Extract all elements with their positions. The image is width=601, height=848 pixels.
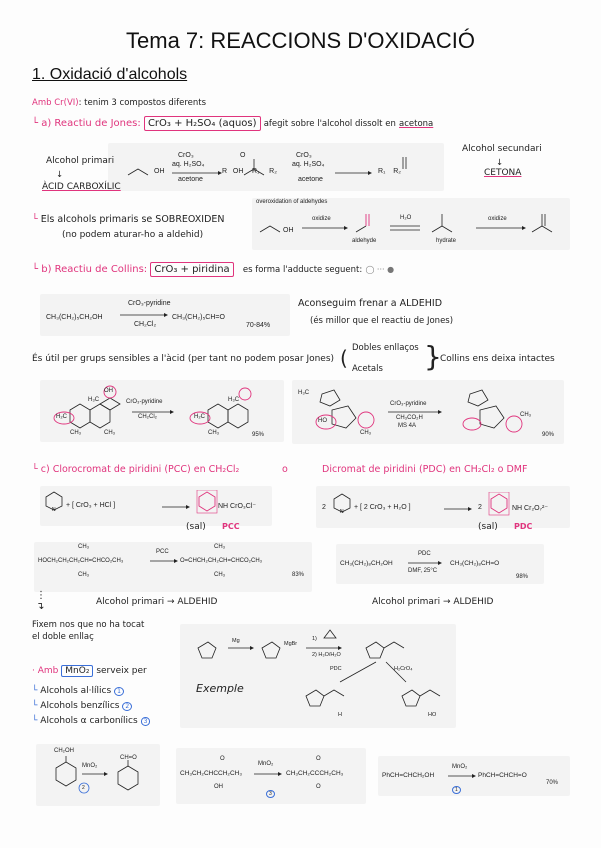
pcc-ex-note: Alcohol primari → ALDEHID	[96, 597, 218, 607]
bottom-ex2-reagent: MnO₂	[258, 761, 274, 767]
overox-oh: OH	[283, 227, 294, 234]
crvi-lead: Amb Cr(VI)	[32, 98, 79, 108]
collins-rest: es forma l'adducte seguent:	[242, 265, 363, 275]
collins-note1: Aconseguim frenar a ALDEHID	[298, 298, 443, 309]
mno2-item-label: Alcohols α carbonílics	[40, 716, 138, 726]
jones-sec-r: R₁ R₂	[252, 168, 277, 175]
steroid-ch3a: CH₃	[70, 430, 82, 436]
bottom-ex1-top: CH₂OH	[54, 748, 74, 754]
steroid-h3c-prod: H₃C	[228, 397, 240, 403]
bottom-ex2-oh: OH	[214, 784, 223, 790]
pcc-eq: + [ CrO₃ + HCl ]	[66, 502, 116, 509]
pyridinium-icon-2	[488, 492, 510, 516]
collins-line: └ b) Reactiu de Collins: CrO₃ + piridina es forma l'adducte seguent: ◯ ··· ●	[32, 264, 395, 275]
collins-box: CrO₃ + piridina	[150, 262, 233, 277]
pdc-ex-yield: 98%	[516, 574, 529, 580]
jones-reagent2: aq. H₂SO₄	[172, 161, 205, 168]
jones-primary-arrow: ↓	[56, 170, 64, 180]
sugar-extra: MS 4A	[398, 423, 417, 429]
mno2-rest: serveix per	[96, 666, 147, 676]
overox-note: └ Els alcohols primaris se SOBREOXIDEN	[32, 214, 225, 225]
dotted-arrow: ⋮ ↴	[36, 590, 46, 612]
bottom-ex2-o2: O	[316, 756, 321, 762]
steroid-solvent: CH₂Cl₂	[138, 414, 157, 420]
jones-line: └ a) Reactiu de Jones: CrO₃ + H₂SO₄ (aquos) afegit sobre l'alcohol dissolt en acetona	[32, 118, 434, 129]
page-title: Tema 7: REACCIONS D'OXIDACIÓ	[126, 28, 475, 53]
sugar-h3c: H₃C	[298, 390, 310, 396]
bottom-ex3-num: 1	[452, 786, 461, 794]
grignard-step2: 2) H₃O/H₂O	[312, 652, 341, 658]
jones-acid-o: O	[240, 152, 246, 159]
bottom-ex3-reagent: MnO₂	[452, 764, 468, 770]
pyridine-icon	[44, 490, 64, 512]
acid-brace-left: (	[340, 346, 348, 370]
jones-sec-reagent1: CrO₃	[296, 152, 312, 159]
jones-secondary-note: Alcohol secundari	[462, 144, 542, 154]
collins-product: CH₃(CH₂)₅CH=O	[172, 314, 225, 321]
pdc-num: 2	[322, 504, 326, 511]
sugar-reagent: CrO₃-pyridine	[390, 401, 427, 407]
double-bond-note1: Fixem nos que no ha tocat	[32, 620, 145, 630]
pcc-ex-product: O=CHCH₂CH₂CH=CHCO₂CH₃	[180, 558, 263, 564]
collins-adduct: ◯ ··· ●	[365, 265, 395, 274]
pdc-ex-arrow	[408, 560, 444, 566]
bottom-ex3-reactant: PhCH=CHCH₂OH	[382, 772, 435, 779]
sugar-ch3-prod: CH₃	[520, 412, 532, 418]
pcc-ex-methyl1: CH₃	[78, 544, 90, 550]
jones-label: a) Reactiu de Jones:	[41, 118, 141, 129]
jones-sec-reagent3: acetone	[298, 176, 323, 183]
overox-svg	[252, 198, 570, 250]
overox-line2: (no podem aturar-ho a aldehid)	[62, 230, 204, 240]
sugar-ho: HO	[318, 418, 327, 424]
bottom-ex2-arrow	[254, 771, 284, 777]
acid-brace-right: }	[424, 340, 442, 373]
pdc-arrow	[444, 506, 474, 512]
grignard-ho: HO	[428, 712, 437, 718]
jones-ketone: R₁ R₂	[378, 168, 401, 175]
grignard-mgbr: MgBr	[284, 641, 298, 647]
steroid-ch3c: CH₃	[208, 430, 220, 436]
pcc-ex-arrow	[150, 558, 180, 564]
pcc-ex-methyl2: CH₃	[78, 572, 90, 578]
overox-hydrate: hydrate	[436, 238, 457, 244]
steroid-yield: 95%	[252, 432, 265, 438]
crvi-line	[32, 98, 206, 108]
jones-sec-reagent2: aq. H₂SO₄	[292, 161, 325, 168]
collins-arrow	[120, 312, 170, 318]
pcc-ex-reagent: PCC	[156, 549, 169, 555]
steroid-ch3b: CH₃	[104, 430, 116, 436]
overox-aldehyde: aldehyde	[352, 238, 377, 244]
mno2-item-label: Alcohols benzílics	[40, 701, 120, 711]
mno2-item-num: 1	[114, 687, 124, 696]
pcc-tag: PCC	[222, 522, 240, 531]
overox-oxidize2: oxidize	[488, 216, 507, 222]
steroid-h2c-prod: H₂C	[194, 414, 205, 420]
bottom-ex2-o: O	[220, 756, 225, 762]
collins-solvent: CH₂Cl₂	[134, 321, 157, 328]
grignard-step1: 1)	[312, 636, 317, 642]
pdc-ex-product: CH₃(CH₂)₈CH=O	[450, 560, 500, 567]
svg-text:N: N	[340, 509, 344, 514]
jones-box: CrO₃ + H₂SO₄ (aquos)	[144, 116, 261, 131]
jones-acid: R OH	[222, 168, 244, 175]
overox-caption: overoxidation of aldehydes	[256, 199, 328, 205]
jones-secondary-product: CETONA	[484, 168, 522, 178]
bottom-ex2-o3: O	[316, 784, 321, 790]
bottom-ex3-yield: 70%	[546, 780, 559, 786]
jones-secondary-arrow: ↓	[496, 158, 504, 168]
pdc-ex-reactant: CH₃(CH₂)₈CH₂OH	[340, 560, 393, 567]
pdc-product: NH Cr₂O₇²⁻	[512, 505, 549, 512]
grignard-mg: Mg	[232, 638, 240, 644]
pcc-product: NH CrO₃Cl⁻	[218, 503, 257, 510]
collins-yield: 70-84%	[246, 322, 271, 329]
double-bond-note2: el doble enllaç	[32, 632, 94, 642]
overox-line1: Els alcohols primaris se SOBREOXIDEN	[40, 214, 225, 225]
acid-sensitive-text: És útil per grups sensibles a l'àcid (per tant no podem posar Jones)	[32, 354, 335, 364]
mno2-reagent: MnO₂	[61, 665, 93, 677]
pcc-line: └ c) Clorocromat de piridini (PCC) en CH₂Cl₂	[32, 464, 240, 475]
grignard-pdc: PDC	[330, 666, 342, 672]
mno2-item-num: 3	[141, 717, 151, 726]
overox-water: H₂O	[400, 215, 412, 221]
bottom-ex1-num: 2	[82, 785, 85, 791]
sugar-ch3: CH₃	[360, 430, 372, 436]
pdc-label: Dicromat de piridini (PDC) en CH₂Cl₂ o DMF	[322, 464, 528, 475]
jones-primary-note: Alcohol primari	[46, 156, 115, 166]
acid-item2: Acetals	[352, 364, 383, 374]
pcc-sal: (sal)	[186, 522, 206, 532]
pcc-ex-reactant: HOCH₂CH₂CH₂CH=CHCO₂CH₃	[38, 558, 124, 564]
pdc-sal: (sal)	[478, 522, 498, 532]
pcc-label: c) Clorocromat de piridini (PCC) en CH₂Cl₂	[40, 464, 240, 475]
jones-reagent1: CrO₃	[178, 152, 194, 159]
collins-reagent: CrO₃-pyridine	[128, 300, 171, 307]
mno2-item-3: └ Alcohols α carbonílics 3	[32, 716, 150, 726]
pdc-ex-solvent: DMF, 25°C	[408, 568, 438, 574]
bottom-ex2-reactant: CH₃CH₂CHCCH₂CH₃	[180, 770, 242, 777]
pcc-ex-methyl3: CH₃	[214, 544, 226, 550]
bottom-ex3-product: PhCH=CHCH=O	[478, 772, 527, 779]
steroid-oh: OH	[104, 388, 113, 394]
bottom-ex1-product: CH=O	[120, 755, 137, 761]
jones-solvent: acetona	[399, 119, 434, 129]
sugar-solvent: CH₃CO₂H	[396, 415, 423, 421]
pdc-num2: 2	[478, 504, 482, 511]
pcc-ex-methyl4: CH₃	[214, 572, 226, 578]
section-heading	[32, 66, 187, 84]
sugar-yield: 90%	[542, 432, 555, 438]
pdc-ex-reagent: PDC	[418, 551, 431, 557]
steroid-h3c: H₃C	[88, 397, 100, 403]
steroid-reagent: CrO₃-pyridine	[126, 399, 163, 405]
jones-reagent3: acetone	[178, 176, 203, 183]
acid-item1: Dobles enllaços	[352, 343, 419, 353]
pdc-ex-note: Alcohol primari → ALDEHID	[372, 597, 494, 607]
jones-rest: afegit sobre l'alcohol dissolt en	[263, 119, 396, 129]
grignard-svg	[180, 624, 456, 728]
pdc-tag: PDC	[514, 522, 533, 531]
pyridine-icon-2	[332, 492, 352, 514]
pdc-eq: + [ 2 CrO₃ + H₂O ]	[354, 504, 411, 511]
jones-primary-product: ÀCID CARBOXÍLIC	[42, 182, 121, 192]
mno2-item-num: 2	[122, 702, 132, 711]
bottom-ex1-reagent: MnO₂	[82, 763, 98, 769]
svg-text:N: N	[52, 507, 56, 512]
pcc-example-panel	[34, 542, 312, 592]
acid-conclusion: Collins ens deixa intactes	[440, 354, 555, 364]
pcc-or: o	[282, 464, 288, 475]
grignard-h2cro4: H₂CrO₄	[394, 666, 413, 672]
jones-reaction-svg	[108, 143, 444, 191]
mno2-line: · Amb MnO₂ serveix per	[32, 666, 147, 676]
bottom-ex2-product: CH₃CH₂CCCH₂CH₃	[286, 770, 344, 777]
collins-reactant: CH₃(CH₂)₅CH₂OH	[46, 314, 103, 321]
mno2-lead: Amb	[37, 666, 59, 676]
pcc-ex-yield: 83%	[292, 572, 305, 578]
pyridinium-icon	[196, 490, 218, 514]
example-label: Exemple	[196, 682, 244, 695]
bottom-ex3-arrow	[448, 773, 478, 779]
collins-note2: (és millor que el reactiu de Jones)	[310, 316, 454, 326]
crvi-rest: : tenim 3 compostos diferents	[78, 98, 207, 108]
mno2-item-label: Alcohols al·lílics	[40, 686, 112, 696]
steroid-h2c: H₂C	[56, 414, 67, 420]
collins-label: b) Reactiu de Collins:	[41, 264, 148, 275]
mno2-item-2: └ Alcohols benzílics 2	[32, 701, 132, 711]
bottom-ex2-num: 3	[266, 790, 275, 798]
mno2-item-1: └ Alcohols al·lílics 1	[32, 686, 124, 696]
section-heading-text: 1. Oxidació d'alcohols	[32, 66, 188, 83]
pcc-arrow	[162, 504, 192, 510]
grignard-h: H	[338, 712, 342, 718]
jones-oh: OH	[154, 168, 165, 175]
overox-oxidize1: oxidize	[312, 216, 331, 222]
